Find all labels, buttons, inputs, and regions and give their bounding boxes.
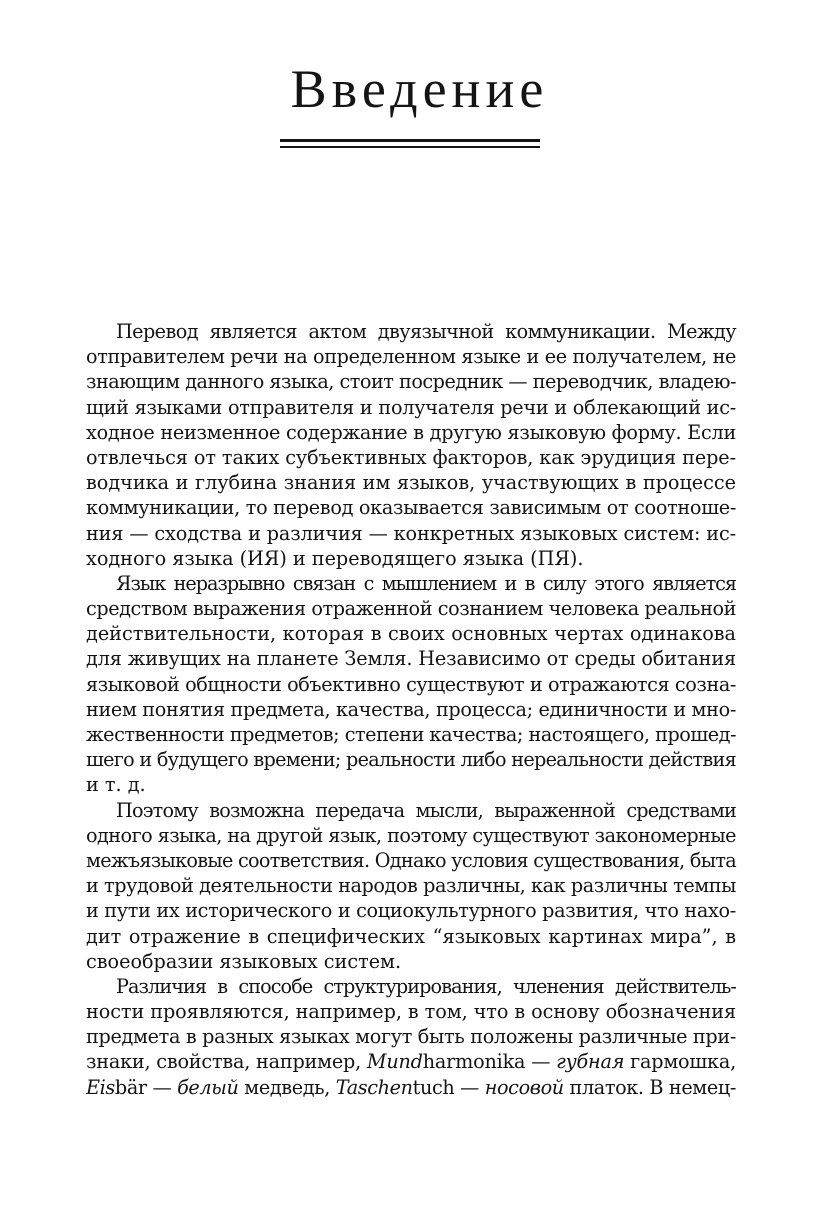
text-line: водчика и глубина знания им языков, участвующих в процессе xyxy=(86,471,736,495)
text-line: языковой общности объективно существуют и отражаются созна- xyxy=(86,672,736,696)
text-line: коммуникации, то перевод оказывается зависимым от соотноше- xyxy=(86,496,737,520)
text-line: жественности предметов; степени качества; настоящего, прошед- xyxy=(86,723,736,746)
text-line: предмета в разных языках могут быть положены различные при- xyxy=(86,1025,736,1049)
text-line: шего и будущего времени; реальности либо нереальности действия xyxy=(86,748,736,772)
em-dash: — xyxy=(531,1050,551,1074)
body-text xyxy=(86,319,736,1100)
gloss-italic: губная xyxy=(556,1050,625,1074)
text-line: и трудовой деятельности народов различны, как различны темпы xyxy=(86,874,736,898)
text-line: дит отражение в специфических “языковых картинах мира”, в xyxy=(86,924,736,948)
gloss-italic: носовой xyxy=(484,1075,564,1099)
gloss-word: медведь, xyxy=(244,1075,331,1099)
text-line: своеобразии языковых систем. xyxy=(86,949,402,973)
paragraph-3 xyxy=(86,798,736,974)
text-line: ходное неизменное содержание в другую языковую форму. Если xyxy=(86,420,737,444)
text-line: межъязыковые соответствия. Однако условия существования, быта xyxy=(86,848,737,872)
chapter-title: Введение xyxy=(290,59,549,119)
text-line: щий языками отправителя и получателя речи и облекающий ис- xyxy=(86,395,737,419)
text-line: Язык неразрывно связан с мышлением и в силу этого является xyxy=(116,571,736,595)
example-word-italic: Mund xyxy=(366,1050,423,1074)
paragraph-1 xyxy=(86,319,736,571)
text-line: и пути их исторического и социокультурного развития, что нахо- xyxy=(86,899,736,923)
text-line: Перевод является актом двуязычной коммуникации. Между xyxy=(116,320,736,343)
text-line: нием понятия предмета, качества, процесса; единичности и мно- xyxy=(86,697,736,721)
text-fragment: знаки, свойства, например, xyxy=(86,1050,361,1074)
text-line: знающим данного языка, стоит посредник — переводчик, владею- xyxy=(86,370,736,394)
text-line: отвлечься от таких субъективных факторов, как эрудиция пере- xyxy=(86,445,736,469)
text-line: ходного языка (ИЯ) и переводящего языка (ПЯ). xyxy=(86,546,584,570)
paragraph-2 xyxy=(86,571,736,798)
paragraph-4 xyxy=(86,974,736,1100)
text-line: ния — сходства и различия — конкретных языковых систем: ис- xyxy=(86,521,736,545)
text-line: Поэтому возможна передача мысли, выраженной средствами xyxy=(116,798,736,822)
gloss-word: платок. В немец- xyxy=(569,1075,736,1099)
text-line: для живущих на планете Земля. Независимо от среды обитания xyxy=(86,647,736,671)
text-line: отправителем речи на определенном языке и ее получателем, не xyxy=(86,345,737,369)
example-word: tuch xyxy=(412,1075,455,1099)
text-line-with-examples xyxy=(86,1075,736,1100)
text-line: ности проявляются, например, в том, что в основу обозначения xyxy=(86,1000,736,1024)
text-line: и т. д. xyxy=(86,773,146,797)
text-line: действительности, которая в своих основных чертах одинакова xyxy=(86,622,736,646)
gloss-word: гармошка, xyxy=(630,1050,736,1074)
text-line: одного языка, на другой язык, поэтому существуют закономерные xyxy=(86,823,736,847)
text-line: средством выражения отраженной сознанием человека реальной xyxy=(86,597,736,621)
example-word-italic: Eis xyxy=(86,1075,115,1099)
example-word-italic: Taschen xyxy=(335,1075,413,1099)
em-dash: — xyxy=(152,1075,172,1099)
text-line: Различия в способе структурирования, членения действитель- xyxy=(116,974,736,998)
example-word: harmonika xyxy=(422,1050,526,1074)
gloss-italic: белый xyxy=(177,1075,239,1099)
example-word: bär xyxy=(114,1075,147,1099)
text-line-with-examples xyxy=(86,1049,736,1074)
em-dash: — xyxy=(460,1075,479,1099)
title-double-rule xyxy=(280,139,540,148)
